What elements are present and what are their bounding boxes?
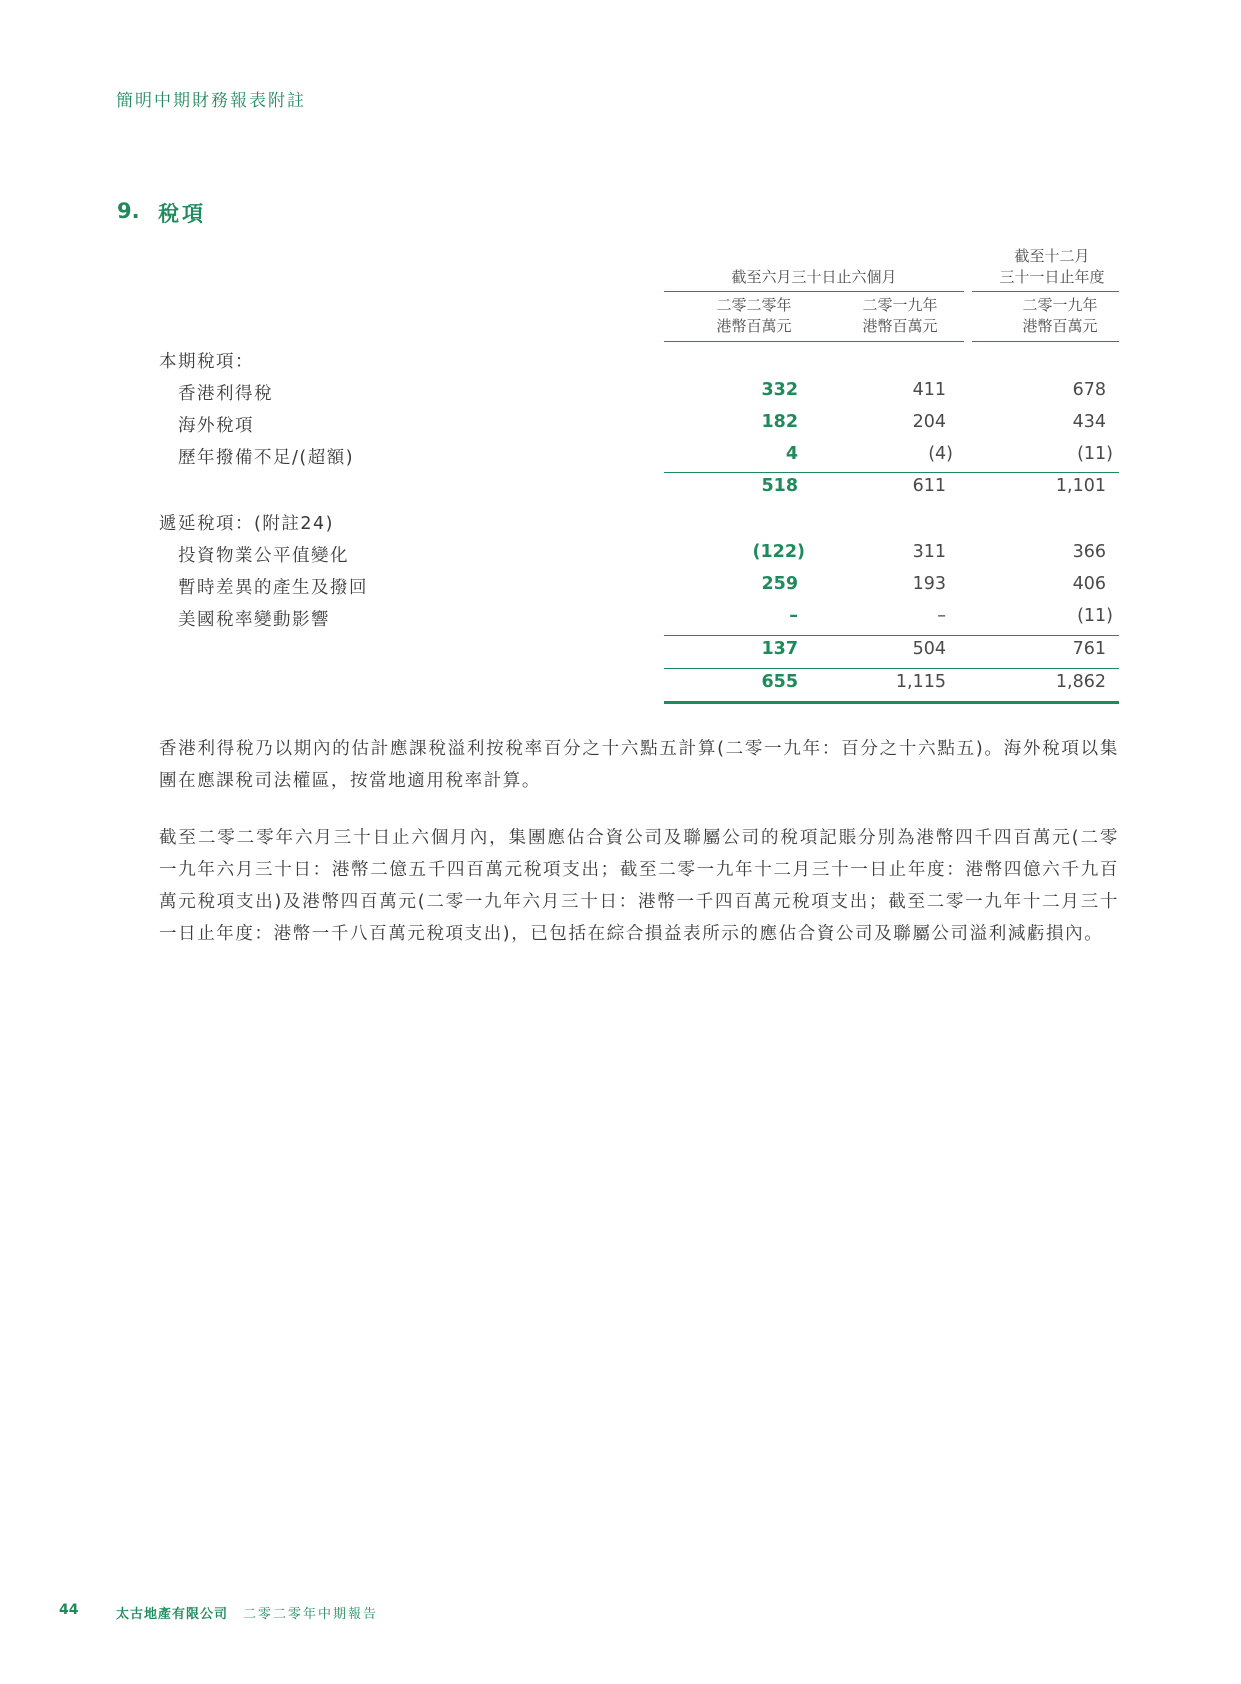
note-paragraph-2: 截至二零二零年六月三十日止六個月內，集團應佔合資公司及聯屬公司的稅項記賬分別為港幣四千四百萬元(二零一九年六月三十日：港幣二億五千四百萬元稅項支出；截至二零一九年十二月三十一日止年度：港幣四億六千九百萬元稅項支出)及港幣四百萬元(二零一九年六月三十日：港幣一千四百萬元稅項支出；截至二零一九年十二月三十一日止年度：港幣一千八百萬元稅項支出)，已包括在綜合損益表所示的應佔合資公司及聯屬公司溢利減虧損內。 <box>159 828 1119 944</box>
value-2019-year: 366 <box>1072 542 1106 562</box>
row-label: 遞延稅項：(附註24) <box>159 514 334 534</box>
value-2020: 332 <box>761 380 798 400</box>
table-row <box>0 412 1241 444</box>
value-2019-half: 193 <box>912 574 946 594</box>
page-number: 44 <box>59 1602 79 1618</box>
total-double-rule <box>664 701 1119 704</box>
value-2020: (122) <box>752 542 805 562</box>
column-header-1-unit: 港幣百萬元 <box>716 317 792 335</box>
subtotal-2019-year: 761 <box>1072 639 1106 659</box>
period-group-header: 截至六月三十日止六個月 <box>731 268 897 286</box>
year-end-header-line1: 截至十二月 <box>1014 247 1090 265</box>
value-2019-year: 678 <box>1072 380 1106 400</box>
value-2019-year: (11) <box>1077 444 1113 464</box>
column-header-2-unit: 港幣百萬元 <box>862 317 938 335</box>
total-rule <box>664 668 1119 669</box>
table-row <box>0 348 1241 380</box>
header-rule-yearend <box>972 291 1119 292</box>
column-header-2-year: 二零一九年 <box>862 296 938 314</box>
value-2019-half: 204 <box>912 412 946 432</box>
value-2019-year: 406 <box>1072 574 1106 594</box>
table-row-total <box>0 672 1241 704</box>
row-label: 香港利得稅 <box>178 384 273 404</box>
row-label: 暫時差異的產生及撥回 <box>178 578 368 598</box>
subtotal-rule-current <box>664 472 1119 473</box>
footer-company: 太古地產有限公司 <box>116 1607 229 1622</box>
column-header-3-unit: 港幣百萬元 <box>1022 317 1098 335</box>
subtotal-2020: 518 <box>761 476 798 496</box>
column-header-3 <box>980 295 1140 337</box>
table-row <box>0 542 1241 574</box>
row-label: 歷年撥備不足/(超額) <box>178 448 355 468</box>
value-2019-year: (11) <box>1077 606 1113 626</box>
footer-report-title: 二零二零年中期報告 <box>243 1607 379 1622</box>
total-2019-half: 1,115 <box>895 672 946 692</box>
column-header-1 <box>674 295 834 337</box>
total-2019-year: 1,862 <box>1055 672 1106 692</box>
value-2020: – <box>789 606 798 626</box>
year-end-header-line2: 三十一日止年度 <box>999 268 1105 286</box>
column-header-1-year: 二零二零年 <box>716 296 792 314</box>
value-2019-half: (4) <box>928 444 953 464</box>
table-row <box>0 510 1241 542</box>
total-2020: 655 <box>761 672 798 692</box>
section-number: 9. <box>117 199 140 223</box>
column-rule-3 <box>972 341 1119 342</box>
section-title: 稅項 <box>158 202 206 226</box>
column-rule-1 <box>664 341 810 342</box>
row-label: 本期稅項： <box>159 352 254 372</box>
row-label: 海外稅項 <box>178 416 254 436</box>
value-2019-year: 434 <box>1072 412 1106 432</box>
value-2019-half: 411 <box>912 380 946 400</box>
value-2020: 4 <box>785 444 798 464</box>
subtotal-rule-deferred <box>664 635 1119 636</box>
row-label: 投資物業公平值變化 <box>178 546 349 566</box>
column-rule-2 <box>810 341 964 342</box>
header-rule-group <box>664 291 964 292</box>
subtotal-2019-year: 1,101 <box>1055 476 1106 496</box>
value-2019-half: 311 <box>912 542 946 562</box>
year-end-header <box>972 246 1132 288</box>
row-label: 美國稅率變動影響 <box>178 610 330 630</box>
table-row <box>0 606 1241 638</box>
table-row <box>0 380 1241 412</box>
subtotal-2020: 137 <box>761 639 798 659</box>
running-header: 簡明中期財務報表附註 <box>116 91 306 111</box>
table-row-subtotal <box>0 476 1241 508</box>
table-row <box>0 574 1241 606</box>
value-2020: 182 <box>761 412 798 432</box>
column-header-3-year: 二零一九年 <box>1022 296 1098 314</box>
subtotal-2019-half: 504 <box>912 639 946 659</box>
column-header-2 <box>820 295 980 337</box>
note-paragraph-1: 香港利得稅乃以期內的估計應課稅溢利按稅率百分之十六點五計算(二零一九年：百分之十六點五)。海外稅項以集團在應課稅司法權區，按當地適用稅率計算。 <box>159 739 1119 791</box>
value-2019-half: – <box>937 606 946 626</box>
value-2020: 259 <box>761 574 798 594</box>
table-row-subtotal <box>0 639 1241 671</box>
subtotal-2019-half: 611 <box>912 476 946 496</box>
